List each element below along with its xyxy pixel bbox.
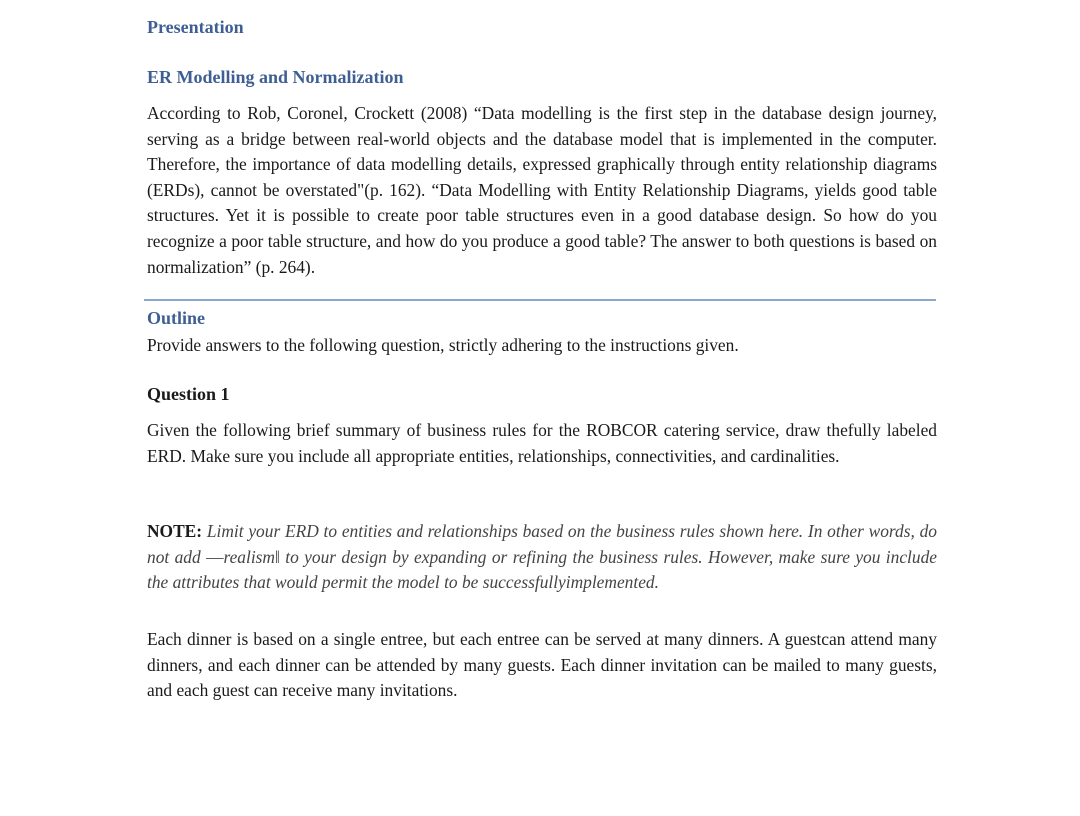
outline-text: Provide answers to the following question, strictly adhering to the instructions given. — [147, 335, 739, 355]
section-divider — [144, 299, 936, 301]
question-title: Question 1 — [147, 384, 230, 404]
er-modelling-heading: ER Modelling and Normalization — [147, 67, 404, 87]
note-paragraph — [147, 519, 937, 596]
presentation-heading: Presentation — [147, 17, 244, 37]
business-rules-paragraph: Each dinner is based on a single entree, but each entree can be served at many dinners. A guestcan attend many dinners, and each dinner can be attended by many guests. Each dinner invitation can be mailed to many guests, and each guest can receive many invitations. — [147, 629, 937, 701]
intro-paragraph: According to Rob, Coronel, Crockett (2008) “Data modelling is the first step in the database design journey, serving as a bridge between real-world objects and the database model that is implemented in the computer. Therefore, the importance of data modelling details, expressed graphically through entity relationship diagrams (ERDs), cannot be overstated"(p. 162). “Data Modelling with Entity Relationship Diagrams, yields good table structures. Yet it is possible to create poor table structures even in a good database design. So how do you recognize a poor table structure, and how do you produce a good table? The answer to both questions is based on normalization” (p. 264). — [147, 103, 937, 277]
note-label: NOTE: — [147, 521, 203, 541]
note-text: Limit your ERD to entities and relationships based on the business rules shown here. In other words, do not add ―realism‖ to your design by expanding or refining the business rules. However, make sure you include the attributes that would permit the model to be successfullyimplemented. — [147, 521, 937, 593]
question-text: Given the following brief summary of business rules for the ROBCOR catering service, draw thefully labeled ERD. Make sure you include all appropriate entities, relationships, connectivities, and cardinalities. — [147, 420, 937, 466]
outline-heading: Outline — [147, 308, 206, 328]
